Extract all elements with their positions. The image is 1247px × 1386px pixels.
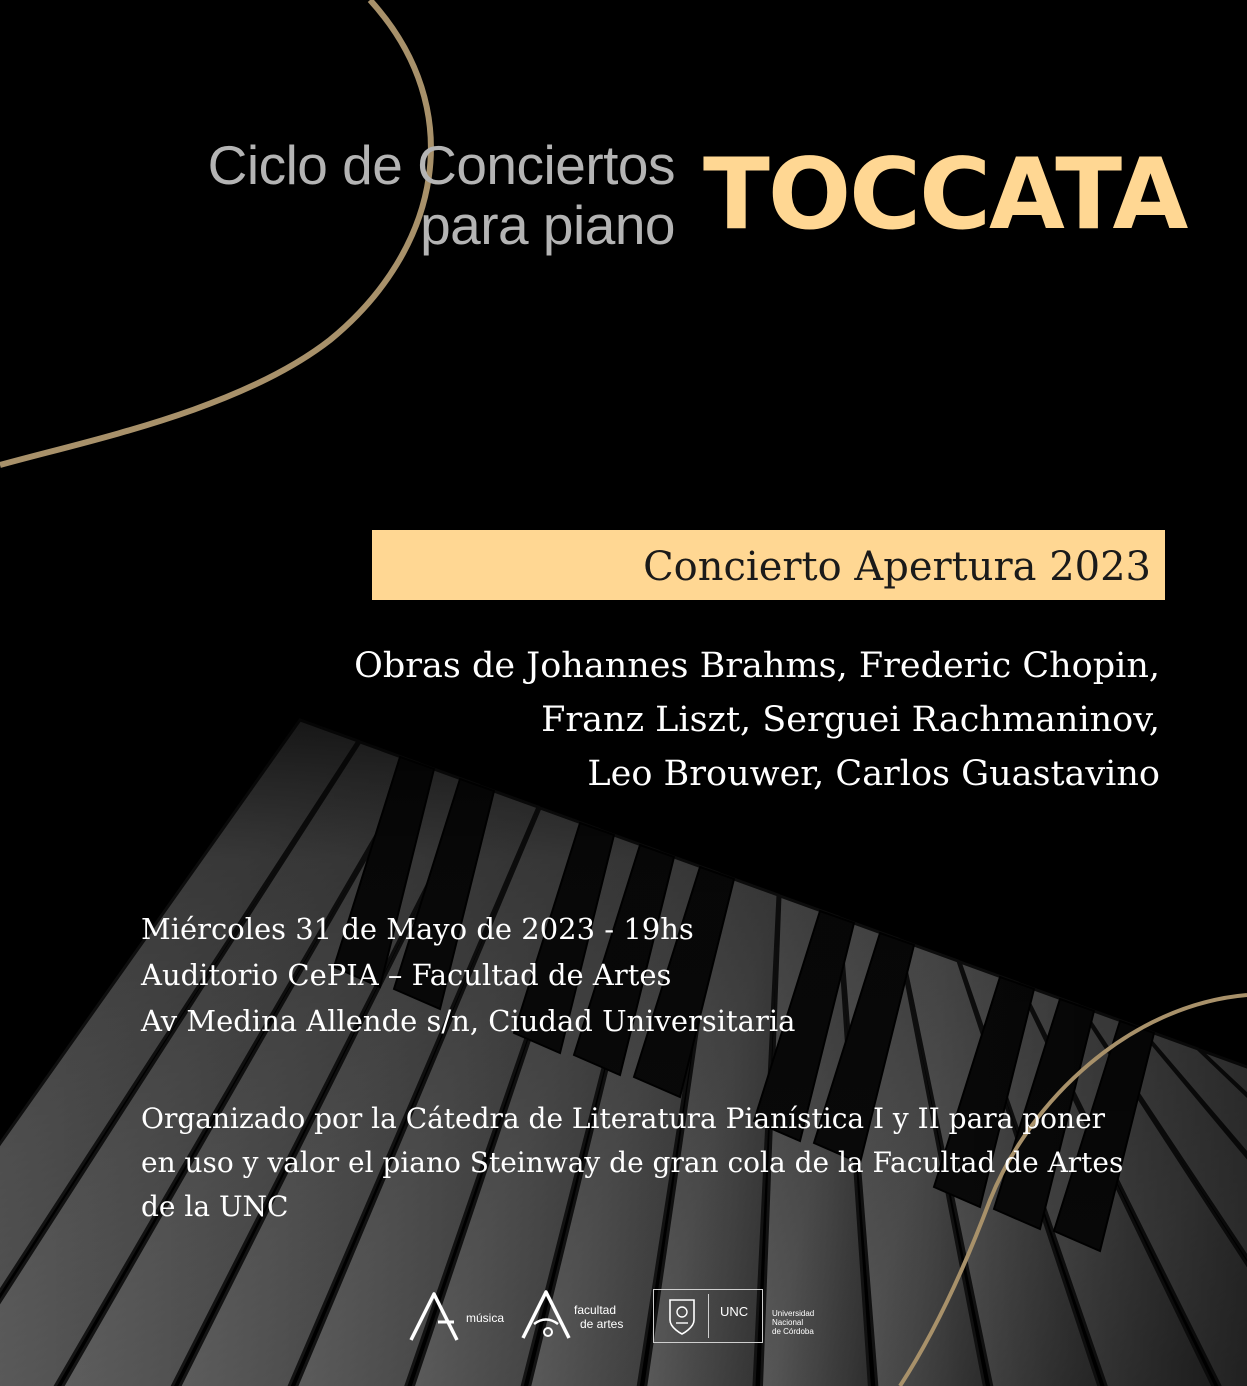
banner-title: Concierto Apertura 2023: [643, 544, 1151, 590]
event-venue: Auditorio CePIA – Facultad de Artes: [141, 958, 672, 992]
facultad-logo-label-line2: de artes: [580, 1317, 624, 1331]
unc-logo-divider: [708, 1294, 709, 1338]
musica-logo-label: música: [466, 1311, 505, 1325]
unc-logo: [653, 1289, 763, 1343]
title-series-line1: Ciclo de Conciertos: [207, 134, 675, 196]
organizer-line2: en uso y valor el piano Steinway de gran cola de la Facultad de Artes: [141, 1146, 1124, 1179]
title-series-line2: para piano: [420, 194, 675, 256]
unc-name-line2: Nacional: [772, 1318, 804, 1327]
works-line1: Obras de Johannes Brahms, Frederic Chopin,: [354, 646, 1160, 686]
unc-name-line1: Universidad: [772, 1309, 815, 1318]
concert-banner: [372, 530, 1165, 600]
unc-name-line3: de Córdoba: [772, 1327, 814, 1336]
works-line2: Franz Liszt, Serguei Rachmaninov,: [541, 700, 1160, 740]
unc-logo-abbrev: UNC: [720, 1304, 749, 1319]
organizer-line3: de la UNC: [141, 1190, 289, 1223]
event-address: Av Medina Allende s/n, Ciudad Universitaria: [141, 1004, 796, 1038]
musica-logo-icon: [408, 1290, 464, 1342]
organizer-line1: Organizado por la Cátedra de Literatura Pianística I y II para poner: [141, 1102, 1106, 1135]
works-line3: Leo Brouwer, Carlos Guastavino: [587, 754, 1160, 794]
facultad-logo-label-line1: facultad: [574, 1303, 617, 1317]
event-date-time: Miércoles 31 de Mayo de 2023 - 19hs: [141, 912, 694, 946]
unc-seal-icon: [666, 1296, 698, 1336]
facultad-artes-logo-icon: [520, 1288, 576, 1342]
title-toccata: TOCCATA: [703, 138, 1187, 252]
